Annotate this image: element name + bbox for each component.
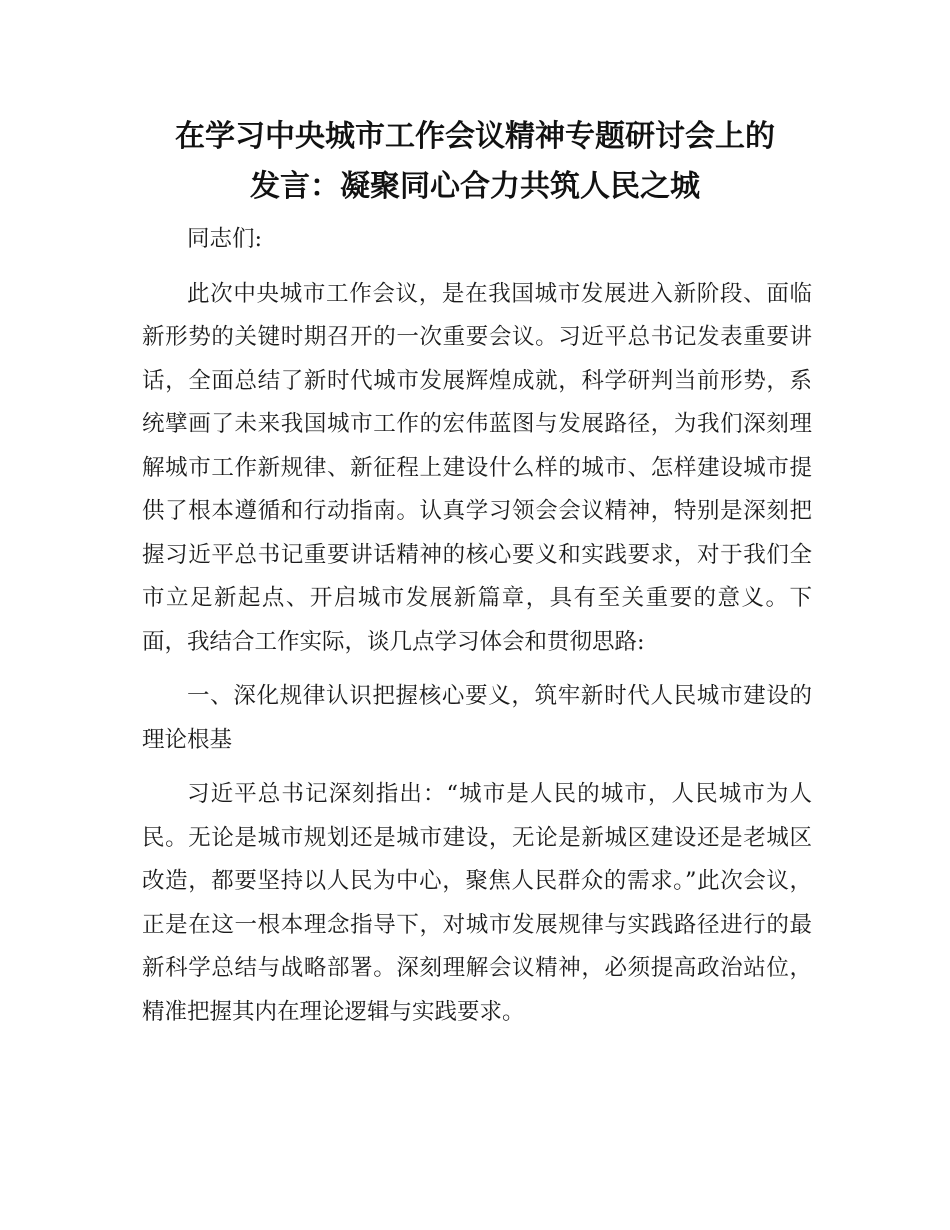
- body-paragraph-intro: 此次中央城市工作会议，是在我国城市发展进入新阶段、面临新形势的关键时期召开的一次重要会议。习近平总书记发表重要讲话，全面总结了新时代城市发展辉煌成就，科学研判当前形势，系统擘画了未来我国城市工作的宏伟蓝图与发展路径，为我们深刻理解城市工作新规律、新征程上建设什么样的城市、怎样建设城市提供了根本遵循和行动指南。认真学习领会会议精神，特别是深刻把握习近平总书记重要讲话精神的核心要义和实践要求，对于我们全市立足新起点、开启城市发展新篇章，具有至关重要的意义。下面，我结合工作实际，谈几点学习体会和贯彻思路:: [142, 280, 812, 655]
- section-heading-1: 一、深化规律认识把握核心要义，筑牢新时代人民城市建设的理论根基: [142, 683, 812, 753]
- document-title: [140, 112, 810, 212]
- salutation: 同志们:: [187, 226, 263, 252]
- title-line-1: 在学习中央城市工作会议精神专题研讨会上的: [175, 119, 775, 154]
- title-line-2: 发言：凝聚同心合力共筑人民之城: [250, 169, 700, 204]
- body-paragraph-quote: 习近平总书记深刻指出：“城市是人民的城市，人民城市为人民。无论是城市规划还是城市建设，无论是新城区建设还是老城区改造，都要坚持以人民为中心，聚焦人民群众的需求。”此次会议，正是在这一根本理念指导下，对城市发展规律与实践路径进行的最新科学总结与战略部署。深刻理解会议精神，必须提高政治站位，精准把握其内在理论逻辑与实践要求。: [142, 781, 812, 1025]
- document-body: [142, 218, 812, 1045]
